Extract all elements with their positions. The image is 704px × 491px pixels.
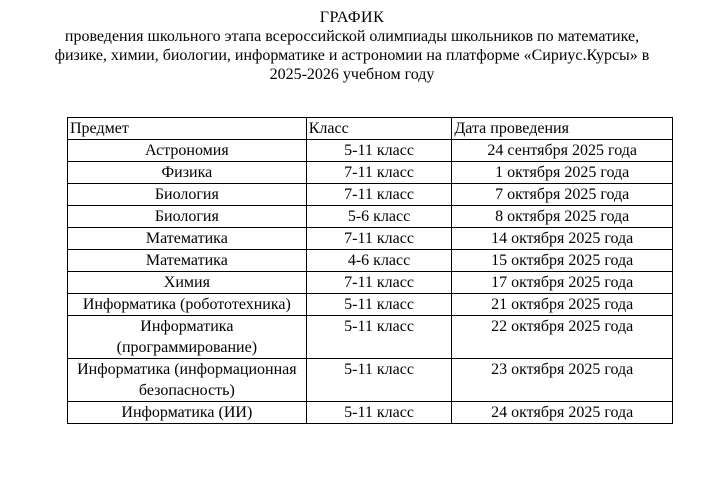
cell-subject: Математика bbox=[68, 250, 307, 272]
document-heading bbox=[0, 8, 704, 84]
cell-subject: Математика bbox=[68, 228, 307, 250]
cell-grade: 7-11 класс bbox=[306, 272, 452, 294]
cell-date: 21 октября 2025 года bbox=[452, 294, 673, 316]
cell-subject: Информатика (ИИ) bbox=[68, 402, 307, 424]
cell-date: 24 сентября 2025 года bbox=[452, 140, 673, 162]
table-row bbox=[68, 272, 673, 294]
table-header-row bbox=[68, 118, 673, 140]
table-row bbox=[68, 228, 673, 250]
cell-date: 1 октября 2025 года bbox=[452, 162, 673, 184]
cell-date: 15 октября 2025 года bbox=[452, 250, 673, 272]
cell-grade: 5-11 класс bbox=[306, 316, 452, 359]
cell-grade: 5-11 класс bbox=[306, 140, 452, 162]
cell-grade: 5-11 класс bbox=[306, 359, 452, 402]
table-row bbox=[68, 140, 673, 162]
table-row bbox=[68, 294, 673, 316]
cell-date: 23 октября 2025 года bbox=[452, 359, 673, 402]
cell-date: 22 октября 2025 года bbox=[452, 316, 673, 359]
header-subject: Предмет bbox=[68, 118, 307, 140]
cell-subject: Информатика (информационная безопасность) bbox=[68, 359, 307, 402]
cell-date: 7 октября 2025 года bbox=[452, 184, 673, 206]
cell-subject: Астрономия bbox=[68, 140, 307, 162]
header-grade: Класс bbox=[306, 118, 452, 140]
cell-subject: Биология bbox=[68, 184, 307, 206]
document-subtitle: проведения школьного этапа всероссийской олимпиады школьников по математике, физике, химии, биологии, информатике и астрономии на платформе «Сириус.Курсы» в 2025-2026 учебном году bbox=[54, 28, 650, 83]
header-date: Дата проведения bbox=[452, 118, 673, 140]
cell-date: 24 октября 2025 года bbox=[452, 402, 673, 424]
table-row bbox=[68, 184, 673, 206]
table-row bbox=[68, 316, 673, 359]
cell-grade: 5-6 класс bbox=[306, 206, 452, 228]
cell-subject: Физика bbox=[68, 162, 307, 184]
schedule-table bbox=[67, 117, 673, 424]
cell-date: 14 октября 2025 года bbox=[452, 228, 673, 250]
document-title: ГРАФИК bbox=[319, 9, 385, 26]
table-row bbox=[68, 402, 673, 424]
cell-subject: Информатика (программирование) bbox=[68, 316, 307, 359]
cell-grade: 7-11 класс bbox=[306, 184, 452, 206]
cell-grade: 5-11 класс bbox=[306, 402, 452, 424]
cell-date: 17 октября 2025 года bbox=[452, 272, 673, 294]
table-row bbox=[68, 206, 673, 228]
table-row bbox=[68, 359, 673, 402]
cell-grade: 7-11 класс bbox=[306, 162, 452, 184]
cell-subject: Биология bbox=[68, 206, 307, 228]
table-row bbox=[68, 250, 673, 272]
cell-subject: Информатика (робототехника) bbox=[68, 294, 307, 316]
cell-grade: 7-11 класс bbox=[306, 228, 452, 250]
table-row bbox=[68, 162, 673, 184]
cell-subject: Химия bbox=[68, 272, 307, 294]
cell-date: 8 октября 2025 года bbox=[452, 206, 673, 228]
cell-grade: 5-11 класс bbox=[306, 294, 452, 316]
cell-grade: 4-6 класс bbox=[306, 250, 452, 272]
